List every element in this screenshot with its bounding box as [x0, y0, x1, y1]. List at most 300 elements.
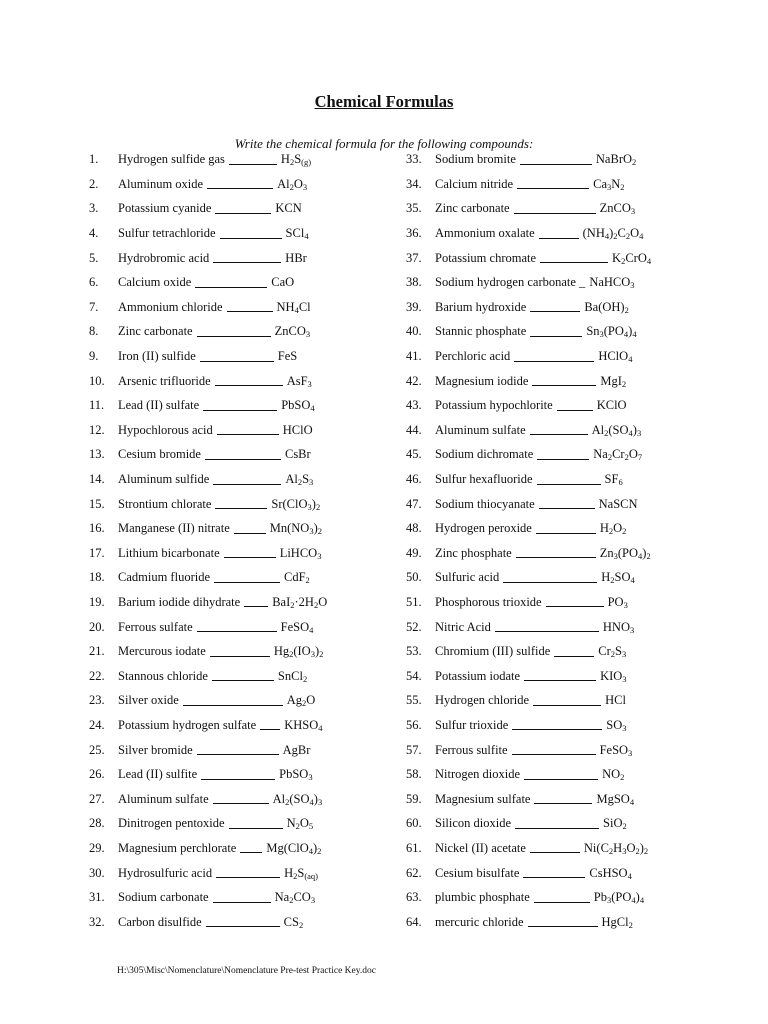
compound-row: [406, 836, 706, 861]
chemical-formula: HClO: [282, 422, 313, 437]
compound-name: Perchloric acid: [435, 349, 511, 364]
compound-row: [406, 860, 706, 885]
chemical-formula: $Ni(C_2H_3O_2)_2$: [583, 840, 649, 856]
answer-blank: [514, 351, 594, 362]
compound-row: [406, 221, 706, 246]
compound-row: [89, 516, 389, 541]
compound-row: [89, 614, 389, 639]
compound-row: [89, 836, 389, 861]
item-number: 49.: [406, 545, 422, 560]
item-number: 32.: [89, 914, 105, 929]
item-number: 60.: [406, 816, 422, 831]
compound-row: [406, 172, 706, 197]
answer-blank: [215, 375, 283, 386]
item-number: 44.: [406, 422, 422, 437]
compound-row: [406, 467, 706, 492]
answer-blank: [229, 818, 283, 829]
chemical-formula: NaSCN: [598, 496, 638, 511]
compound-row: [406, 393, 706, 418]
chemical-formula: AsF$_3$: [286, 373, 312, 389]
answer-blank: [524, 670, 596, 681]
chemical-formula: $Ba(OH)_2$: [584, 299, 629, 315]
compound-name: Nitrogen dioxide: [435, 767, 521, 782]
compound-row: [89, 295, 389, 320]
compound-name: Magnesium sulfate: [435, 791, 531, 806]
compound-name: Ferrous sulfate: [118, 619, 193, 634]
compound-row: [89, 786, 389, 811]
compound-row: [406, 786, 706, 811]
chemical-formula: MgSO$_4$: [596, 791, 635, 807]
answer-blank: [534, 793, 592, 804]
answer-blank: [515, 818, 599, 829]
compound-name: mercuric chloride: [435, 914, 524, 929]
item-number: 3.: [89, 201, 99, 216]
compound-row: [89, 639, 389, 664]
item-number: 20.: [89, 619, 105, 634]
answer-blank: [234, 523, 266, 534]
chemical-formula: $CS_2$: [283, 914, 304, 930]
chemical-formula: $NO_2$: [602, 767, 625, 783]
compound-name: Lithium bicarbonate: [118, 545, 220, 560]
answer-blank: [215, 498, 267, 509]
chemical-formula: $Al_2(SO_4)_3$: [272, 791, 323, 807]
item-number: 30.: [89, 865, 105, 880]
chemical-formula: $Sr(ClO_3)_2$: [271, 496, 321, 512]
compound-row: [406, 516, 706, 541]
answer-blank: [213, 474, 281, 485]
chemical-formula: ZnCO$_3$: [274, 324, 311, 340]
chemical-formula: $Pb_3(PO_4)_4$: [593, 890, 645, 906]
item-number: 14.: [89, 472, 105, 487]
chemical-formula: $Al_2(SO_4)_3$: [591, 422, 642, 438]
compound-name: Barium iodide dihydrate: [118, 594, 241, 609]
answer-blank: [539, 228, 579, 239]
chemical-formula: $Zn_3(PO_4)_2$: [599, 545, 651, 561]
answer-blank: [530, 424, 588, 435]
answer-blank: [540, 252, 608, 263]
answer-blank: [514, 203, 596, 214]
chemical-formula: AgBr: [282, 742, 311, 757]
item-number: 52.: [406, 619, 422, 634]
chemical-formula: $H_2O_2$: [599, 521, 627, 537]
item-number: 13.: [89, 447, 105, 462]
compound-name: plumbic phosphate: [435, 890, 530, 905]
compound-name: Aluminum sulfate: [435, 422, 526, 437]
item-number: 16.: [89, 521, 105, 536]
compound-name: Ferrous sulfite: [435, 742, 508, 757]
compound-row: [89, 541, 389, 566]
instructions: Write the chemical formula for the following compounds:: [234, 136, 534, 151]
compound-row: [89, 467, 389, 492]
answer-blank: [532, 375, 596, 386]
compound-name: Potassium chromate: [435, 250, 537, 265]
item-number: 33.: [406, 152, 422, 167]
compound-row: [406, 418, 706, 443]
item-number: 15.: [89, 496, 105, 511]
compound-name: Hydrogen chloride: [435, 693, 530, 708]
answer-blank: [213, 793, 269, 804]
compound-name: Magnesium iodide: [435, 373, 529, 388]
compound-name: Calcium oxide: [118, 275, 192, 290]
compound-row: [89, 245, 389, 270]
compound-name: Potassium iodate: [435, 668, 521, 683]
compound-row: [406, 737, 706, 762]
answer-blank: [530, 842, 580, 853]
compound-name: Hypochlorous acid: [118, 422, 213, 437]
compound-row: [89, 147, 389, 172]
compound-name: Aluminum sulfate: [118, 791, 209, 806]
chemical-formula: HBr: [285, 250, 307, 265]
compound-name: Dinitrogen pentoxide: [118, 816, 225, 831]
chemical-formula: NaBrO$_2$: [595, 152, 637, 168]
item-number: 8.: [89, 324, 99, 339]
compound-name: Sulfur hexafluoride: [435, 472, 533, 487]
compound-name: Sodium dichromate: [435, 447, 534, 462]
compound-row: [89, 442, 389, 467]
chemical-formula: $KIO_3$: [600, 668, 627, 684]
item-number: 19.: [89, 594, 105, 609]
chemical-formula: FeS: [277, 349, 298, 364]
compound-name: Calcium nitride: [435, 176, 514, 191]
compound-name: Silicon dioxide: [435, 816, 512, 831]
answer-blank: [240, 842, 262, 853]
compound-name: Sodium thiocyanate: [435, 496, 535, 511]
chemical-formula: $Hg_2(IO_3)_2$: [273, 644, 324, 660]
answer-blank: [220, 228, 282, 239]
compound-row: [406, 270, 706, 295]
compound-row: [89, 270, 389, 295]
item-number: 50.: [406, 570, 422, 585]
item-number: 54.: [406, 668, 422, 683]
compound-row: [89, 319, 389, 344]
compound-name: Ammonium chloride: [118, 299, 223, 314]
answer-blank: [227, 301, 273, 312]
answer-blank: [197, 326, 271, 337]
answer-blank: [206, 916, 280, 927]
compound-name: Stannic phosphate: [435, 324, 527, 339]
item-number: 34.: [406, 176, 422, 191]
answer-blank: [537, 449, 589, 460]
chemical-formula: SCl$_4$: [285, 226, 309, 242]
chemical-formula: $Al_2O_3$: [277, 176, 308, 192]
compound-name: Potassium cyanide: [118, 201, 212, 216]
chemical-formula: $Na_2Cr_2O_7$: [593, 447, 643, 463]
chemical-formula: $SF_6$: [604, 472, 623, 488]
compound-row: [89, 368, 389, 393]
chemical-formula: $KHSO_4$: [284, 717, 323, 733]
item-number: 40.: [406, 324, 422, 339]
chemical-formula: CaO: [271, 275, 295, 290]
chemical-formula: HCl: [605, 693, 626, 708]
chemical-formula: $SO_3$: [606, 717, 627, 733]
answer-blank: [495, 621, 599, 632]
answer-blank: [520, 154, 592, 165]
answer-blank: [557, 400, 593, 411]
compound-name: Sulfur trioxide: [435, 717, 509, 732]
item-number: 4.: [89, 226, 99, 241]
chemical-formula: $Al_2S_3$: [285, 472, 314, 488]
compound-row: [89, 811, 389, 836]
chemical-formula: $H_2S_{(g)}$: [280, 152, 312, 168]
item-number: 29.: [89, 840, 105, 855]
item-number: 23.: [89, 693, 105, 708]
chemical-formula: MgI$_2$: [600, 373, 627, 389]
item-number: 47.: [406, 496, 422, 511]
item-number: 27.: [89, 791, 105, 806]
compound-name: Hydrobromic acid: [118, 250, 210, 265]
answer-blank: [554, 646, 594, 657]
compound-name: Carbon disulfide: [118, 914, 202, 929]
chemical-formula: FeSO$_3$: [599, 742, 633, 758]
compound-row: [406, 663, 706, 688]
compound-row: [406, 639, 706, 664]
compound-row: [406, 541, 706, 566]
item-number: 17.: [89, 545, 105, 560]
chemical-formula: CsBr: [284, 447, 311, 462]
compound-name: Magnesium perchlorate: [118, 840, 237, 855]
compound-name: Hydrosulfuric acid: [118, 865, 213, 880]
chemical-formula: $Na_2CO_3$: [274, 890, 316, 906]
compound-row: [406, 909, 706, 934]
compound-row: [89, 393, 389, 418]
chemical-formula: $H_2SO_4$: [601, 570, 635, 586]
item-number: 39.: [406, 299, 422, 314]
answer-blank: [546, 596, 604, 607]
compound-name: Sulfur tetrachloride: [118, 226, 216, 241]
item-number: 58.: [406, 767, 422, 782]
compound-name: Sodium carbonate: [118, 890, 209, 905]
chemical-formula: $Mg(ClO_4)_2$: [266, 840, 322, 856]
chemical-formula: HClO$_4$: [598, 349, 633, 365]
item-number: 7.: [89, 299, 99, 314]
item-number: 10.: [89, 373, 105, 388]
compound-row: [406, 885, 706, 910]
item-number: 41.: [406, 349, 422, 364]
compound-row: [406, 590, 706, 615]
item-number: 64.: [406, 914, 422, 929]
chemical-formula: $H_2S_{(aq)}$: [284, 865, 318, 881]
chemical-formula: PbSO$_3$: [279, 767, 313, 783]
chemical-formula: $HNO_3$: [602, 619, 635, 635]
compound-row: [406, 442, 706, 467]
chemical-formula: $BaI_2\cdot 2H_2O$: [272, 594, 328, 610]
compound-row: [406, 491, 706, 516]
right-column: [406, 147, 706, 934]
chemical-formula: $PO_3$: [607, 594, 628, 610]
answer-blank: [523, 867, 585, 878]
chemical-formula: $(NH_4)_2C_2O_4$: [582, 226, 644, 242]
item-number: 45.: [406, 447, 422, 462]
compound-name: Sodium bromite: [435, 152, 516, 167]
answer-blank: [512, 719, 602, 730]
answer-blank: [533, 695, 601, 706]
compound-row: [89, 196, 389, 221]
answer-blank: [207, 178, 273, 189]
answer-blank: [539, 498, 595, 509]
chemical-formula: $Sn_3(PO_4)_4$: [586, 324, 637, 340]
chemical-formula: $Mn(NO_3)_2$: [269, 521, 323, 537]
compound-row: [406, 713, 706, 738]
compound-row: [89, 344, 389, 369]
compound-name: Barium hydroxide: [435, 299, 527, 314]
chemical-formula: CdF$_2$: [284, 570, 310, 586]
answer-blank: [536, 523, 596, 534]
item-number: 22.: [89, 668, 105, 683]
compound-name: Lead (II) sulfite: [118, 767, 198, 782]
item-number: 21.: [89, 644, 105, 659]
answer-blank: [213, 892, 271, 903]
compound-row: [406, 147, 706, 172]
item-number: 62.: [406, 865, 422, 880]
compound-name: Aluminum sulfide: [118, 472, 210, 487]
answer-blank: [197, 621, 277, 632]
compound-row: [89, 172, 389, 197]
compound-name: Sulfuric acid: [435, 570, 500, 585]
compound-name: Chromium (III) sulfide: [435, 644, 551, 659]
item-number: 38.: [406, 275, 422, 290]
item-number: 9.: [89, 349, 99, 364]
answer-blank: [210, 646, 270, 657]
answer-blank: [203, 400, 277, 411]
answer-blank: [516, 547, 596, 558]
compound-row: [89, 590, 389, 615]
compound-row: [406, 196, 706, 221]
chemical-formula: LiHCO$_3$: [279, 545, 322, 561]
answer-blank: [195, 277, 267, 288]
chemical-formula: $K_2CrO_4$: [612, 250, 652, 266]
page-title: Chemical Formulas: [314, 92, 454, 111]
compound-name: Hydrogen sulfide gas: [118, 152, 225, 167]
item-number: 5.: [89, 250, 99, 265]
item-number: 28.: [89, 816, 105, 831]
chemical-formula: CsHSO$_4$: [589, 865, 632, 881]
compound-row: [89, 860, 389, 885]
item-number: 43.: [406, 398, 422, 413]
left-column: [89, 147, 389, 934]
item-number: 31.: [89, 890, 105, 905]
compound-name: Nitric Acid: [435, 619, 491, 634]
answer-blank: [260, 719, 280, 730]
answer-blank: [537, 474, 601, 485]
item-number: 36.: [406, 226, 422, 241]
item-number: 63.: [406, 890, 422, 905]
compound-row: [406, 245, 706, 270]
item-number: 25.: [89, 742, 105, 757]
compound-row: [89, 221, 389, 246]
compound-row: [406, 688, 706, 713]
chemical-formula: NaHCO$_3$: [589, 275, 635, 291]
item-number: 18.: [89, 570, 105, 585]
item-number: 53.: [406, 644, 422, 659]
item-number: 11.: [89, 398, 105, 413]
item-number: 42.: [406, 373, 422, 388]
compound-name: Potassium hydrogen sulfate: [118, 717, 257, 732]
answer-blank: [530, 301, 580, 312]
compound-row: [89, 885, 389, 910]
item-number: 61.: [406, 840, 422, 855]
chemical-formula: KClO: [596, 398, 627, 413]
compound-name: Manganese (II) nitrate: [118, 521, 230, 536]
compound-name: Ammonium oxalate: [435, 226, 535, 241]
answer-blank: [530, 326, 582, 337]
answer-blank: [534, 892, 590, 903]
compound-row: [406, 344, 706, 369]
compound-row: [406, 368, 706, 393]
compound-name: Lead (II) sulfate: [118, 398, 200, 413]
file-path-footer: H:\305\Misc\Nomenclature\Nomenclature Pre-test Practice Key.doc: [117, 966, 376, 976]
chemical-formula: $N_2O_5$: [286, 816, 314, 832]
item-number: 37.: [406, 250, 422, 265]
compound-name: Mercurous iodate: [118, 644, 206, 659]
answer-blank: [215, 203, 271, 214]
chemical-formula: $NH_4Cl$: [276, 299, 311, 315]
compound-row: [89, 737, 389, 762]
answer-blank: [213, 252, 281, 263]
item-number: 24.: [89, 717, 105, 732]
compound-name: Cadmium fluoride: [118, 570, 210, 585]
compound-row: [406, 295, 706, 320]
compound-row: [406, 319, 706, 344]
answer-blank: [524, 769, 598, 780]
compound-name: Aluminum oxide: [118, 176, 204, 191]
chemical-formula: $Ag_2O$: [286, 693, 316, 709]
compound-name: Sodium hydrogen carbonate _: [435, 275, 586, 290]
answer-blank: [224, 547, 276, 558]
compound-name: Cesium bromide: [118, 447, 201, 462]
compound-row: [89, 491, 389, 516]
answer-blank: [217, 424, 279, 435]
answer-blank: [503, 572, 597, 583]
compound-name: Zinc phosphate: [435, 545, 512, 560]
item-number: 12.: [89, 422, 105, 437]
chemical-formula: FeSO$_4$: [280, 619, 314, 635]
chemical-formula: $Ca_3N_2$: [593, 176, 625, 192]
compound-row: [89, 418, 389, 443]
item-number: 57.: [406, 742, 422, 757]
answer-blank: [512, 744, 596, 755]
compound-row: [89, 713, 389, 738]
compound-name: Zinc carbonate: [118, 324, 193, 339]
answer-blank: [244, 596, 268, 607]
chemical-formula: SiO$_2$: [603, 816, 627, 832]
answer-blank: [205, 449, 281, 460]
answer-blank: [216, 867, 280, 878]
item-number: 1.: [89, 152, 99, 167]
compound-name: Silver oxide: [118, 693, 179, 708]
item-number: 56.: [406, 717, 422, 732]
compound-name: Phosphorous trioxide: [435, 594, 542, 609]
answer-blank: [528, 916, 598, 927]
item-number: 46.: [406, 472, 422, 487]
item-number: 59.: [406, 791, 422, 806]
chemical-formula: ZnCO$_3$: [599, 201, 636, 217]
chemical-formula: PbSO$_4$: [281, 398, 315, 414]
compound-name: Silver bromide: [118, 742, 193, 757]
item-number: 6.: [89, 275, 99, 290]
chemical-formula: SnCl$_2$: [277, 668, 308, 684]
compound-name: Strontium chlorate: [118, 496, 212, 511]
compound-name: Iron (II) sulfide: [118, 349, 196, 364]
compound-name: Arsenic trifluoride: [118, 373, 211, 388]
compound-row: [89, 688, 389, 713]
compound-row: [406, 811, 706, 836]
answer-blank: [200, 351, 274, 362]
compound-name: Zinc carbonate: [435, 201, 510, 216]
chemical-formula: KCN: [275, 201, 302, 216]
compound-row: [89, 663, 389, 688]
answer-blank: [201, 769, 275, 780]
answer-blank: [183, 695, 283, 706]
